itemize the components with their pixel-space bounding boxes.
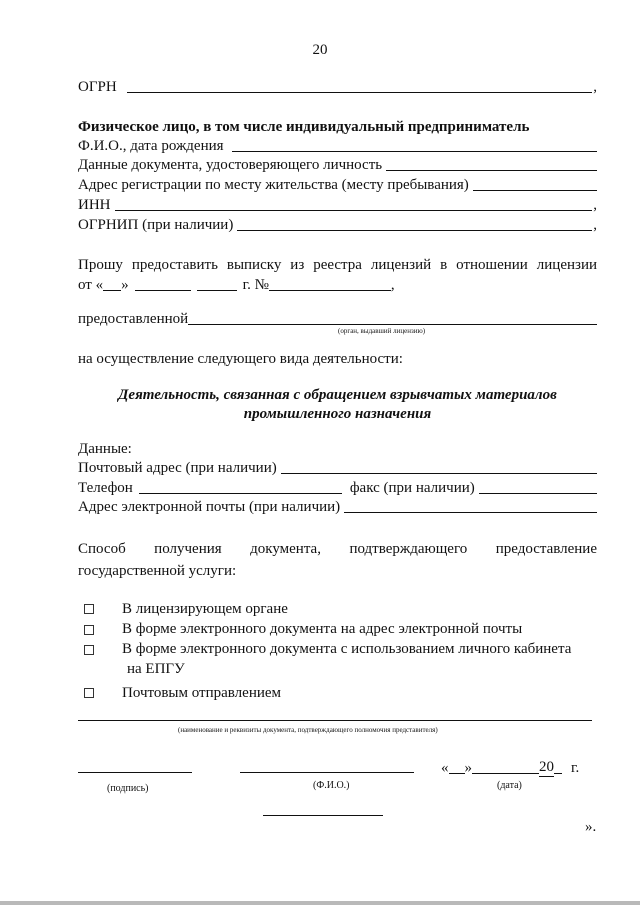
fio-label: (Ф.И.О.) — [313, 780, 350, 791]
activity-intro: на осуществление следующего вида деятельности: — [78, 351, 403, 367]
fio-dob-row — [78, 137, 597, 155]
email-row — [78, 498, 597, 516]
license-date-row — [78, 276, 395, 294]
license-day-field[interactable] — [103, 277, 121, 291]
quote-close: » — [121, 277, 129, 293]
license-year-field[interactable] — [197, 277, 237, 291]
option-label-epgu-cont: на ЕПГУ — [127, 661, 185, 677]
fax-field[interactable] — [479, 480, 597, 494]
from-label: от « — [78, 277, 104, 293]
license-number-field[interactable] — [269, 277, 391, 291]
individual-heading: Физическое лицо, в том числе индивидуальный предприниматель — [78, 119, 530, 135]
address-field[interactable] — [473, 177, 597, 191]
representative-doc-field[interactable] — [78, 720, 592, 721]
sign-date-close: » — [464, 760, 472, 776]
phone-fax-row — [78, 479, 597, 497]
ogrn-comma: , — [593, 79, 597, 95]
sign-year-field[interactable] — [554, 760, 562, 774]
inn-label: ИНН — [78, 197, 111, 213]
ogrnip-field[interactable] — [237, 217, 592, 231]
ogrnip-row — [78, 216, 597, 234]
phone-label: Телефон — [78, 480, 133, 496]
inn-comma: , — [593, 197, 597, 213]
signature-field[interactable] — [78, 772, 192, 773]
activity-line-1: Деятельность, связанная с обращением взрывчатых материалов — [118, 387, 557, 403]
page-number: 20 — [312, 42, 328, 58]
address-label: Адрес регистрации по месту жительства (месту пребывания) — [78, 177, 469, 193]
representative-doc-hint: (наименование и реквизиты документа, подтверждающего полномочия представителя) — [178, 726, 438, 734]
option-checkbox-post[interactable] — [84, 688, 94, 698]
phone-field[interactable] — [139, 480, 342, 494]
option-label-licensing-body: В лицензирующем органе — [122, 601, 288, 617]
method-line-2: государственной услуги: — [78, 563, 237, 579]
ogrn-label: ОГРН — [78, 79, 117, 95]
address-row — [78, 176, 597, 194]
closing-quote: ». — [585, 819, 597, 835]
sign-label: (подпись) — [107, 783, 149, 794]
email-field[interactable] — [344, 499, 597, 513]
id-doc-row — [78, 156, 597, 174]
fax-label: факс (при наличии) — [349, 480, 475, 496]
option-label-post: Почтовым отправлением — [122, 685, 282, 701]
scan-edge — [0, 901, 640, 905]
option-checkbox-email[interactable] — [84, 625, 94, 635]
option-checkbox-licensing-body[interactable] — [84, 604, 94, 614]
sign-month-field[interactable] — [472, 760, 539, 774]
contacts-heading: Данные: — [78, 441, 132, 457]
ogrn-field[interactable] — [127, 79, 593, 93]
postal-label: Почтовый адрес (при наличии) — [78, 460, 277, 476]
method-line-1: Способ получения документа, подтверждающего предоставление — [78, 541, 597, 557]
provided-row — [78, 310, 597, 328]
license-month-field[interactable] — [135, 277, 191, 291]
provided-hint: (орган, выдавший лицензию) — [338, 327, 426, 335]
request-line: Прошу предоставить выписку из реестра лицензий в отношении лицензии — [78, 257, 597, 273]
date-label: (дата) — [497, 780, 522, 791]
email-label: Адрес электронной почты (при наличии) — [78, 499, 341, 515]
postal-row — [78, 459, 597, 477]
postal-field[interactable] — [281, 460, 597, 474]
id-doc-label: Данные документа, удостоверяющего личность — [78, 157, 383, 173]
license-number-label: г. № — [242, 277, 269, 293]
inn-field[interactable] — [115, 197, 593, 211]
inn-row — [78, 196, 597, 214]
footer-line — [263, 815, 383, 816]
sign-date-open: « — [441, 760, 449, 776]
id-doc-field[interactable] — [386, 157, 597, 171]
sign-date-row — [441, 758, 579, 777]
activity-line-2: промышленного назначения — [243, 406, 432, 422]
sign-day-field[interactable] — [449, 760, 465, 774]
provided-label: предоставленной — [78, 311, 189, 327]
fio-dob-field[interactable] — [232, 138, 597, 152]
ogrn-row — [78, 78, 597, 96]
provided-field[interactable] — [188, 311, 597, 325]
option-label-epgu: В форме электронного документа с использованием личного кабинета — [122, 641, 572, 657]
option-label-email: В форме электронного документа на адрес электронной почты — [122, 621, 523, 637]
sign-year-suffix: г. — [571, 760, 580, 776]
sign-year-prefix: 20 — [539, 759, 554, 775]
ogrnip-label: ОГРНИП (при наличии) — [78, 217, 234, 233]
option-checkbox-epgu[interactable] — [84, 645, 94, 655]
fio-dob-label: Ф.И.О., дата рождения — [78, 138, 224, 154]
fio-field[interactable] — [240, 772, 414, 773]
license-comma: , — [390, 277, 395, 293]
ogrnip-comma: , — [593, 217, 597, 233]
